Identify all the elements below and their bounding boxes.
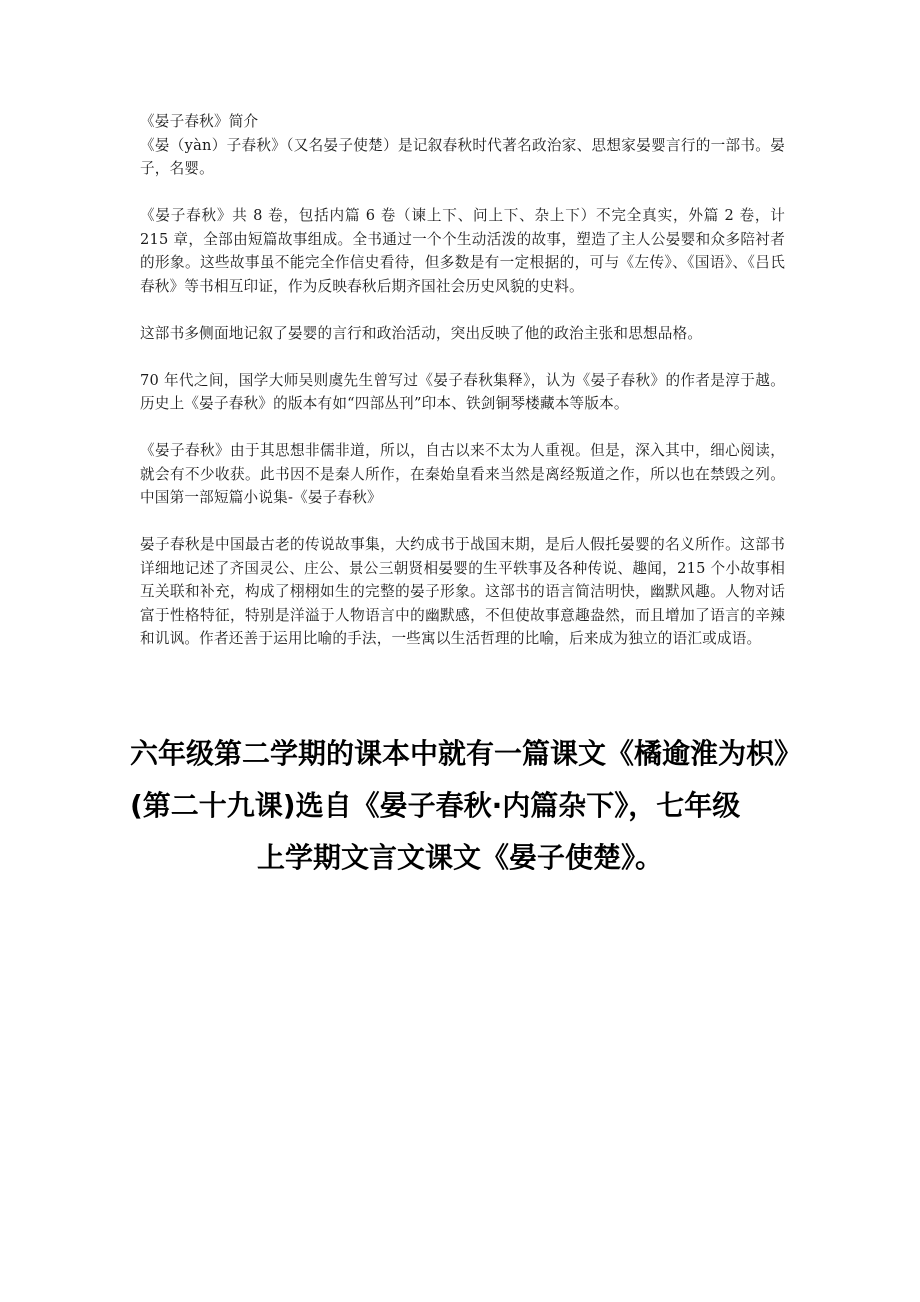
document-body bbox=[140, 110, 785, 651]
textbook-note-line-2: (第二十九课)选自《晏子春秋·内篇杂下》，七年级 bbox=[130, 789, 741, 822]
textbook-note bbox=[130, 728, 803, 884]
records-paragraph: 这部书多侧面地记叙了晏婴的言行和政治活动，突出反映了他的政治主张和思想品格。 bbox=[140, 324, 703, 342]
collection-paragraph: 晏子春秋是中国最古老的传说故事集，大约成书于战国末期，是后人假托晏婴的名义所作。这部书详细地记述了齐国灵公、庄公、景公三朝贤相晏婴的生平轶事及各种传说、趣闻，215 个小故事相互关联和补充，构成了栩栩如生的完整的晏子形象。这部书的语言简洁明快，幽默风趣。人物对话富于性格特征，特别是洋溢于人物语言中的幽默感，不但使故事意趣盎然，而且增加了语言的辛辣和讥讽。作者还善于运用比喻的手法，一些寓以生活哲理的比喻，后来成为独立的语汇或成语。 bbox=[140, 536, 785, 647]
textbook-note-line-3: 上学期文言文课文《晏子使楚》。 bbox=[256, 841, 663, 874]
paragraph-spacer bbox=[140, 345, 785, 369]
paragraph-spacer bbox=[140, 181, 785, 205]
document-title: 《晏子春秋》简介 bbox=[140, 113, 259, 130]
volumes-paragraph: 《晏子春秋》共 8 卷，包括内篇 6 卷（谏上下、问上下、杂上下）不完全真实，外篇 2 卷，计 215 章，全部由短篇故事组成。全书通过一个个生动活泼的故事，塑造了主人公晏婴和众多陪衬者的形象。这些故事虽不能完全作信史看待，但多数是有一定根据的，可与《左传》、《国语》、《吕氏春秋》等书相互印证，作为反映春秋后期齐国社会历史风貌的史料。 bbox=[140, 207, 785, 295]
paragraph-spacer bbox=[140, 510, 785, 534]
textbook-note-line-1: 六年级第二学期的课本中就有一篇课文《橘逾淮为枳》 bbox=[130, 737, 803, 770]
value-paragraph: 《晏子春秋》由于其思想非儒非道，所以，自古以来不太为人重视。但是，深入其中，细心阅读，就会有不少收获。此书因不是秦人所作，在秦始皇看来当然是离经叛道之作，所以也在禁毁之列。 中国第一部短篇小说集-《晏子春秋》 bbox=[140, 442, 785, 506]
paragraph-spacer bbox=[140, 416, 785, 440]
intro-paragraph: 《晏（yàn）子春秋》（又名晏子使楚）是记叙春秋时代著名政治家、思想家晏婴言行的一部书。晏子，名婴。 bbox=[140, 136, 785, 177]
paragraph-spacer bbox=[140, 298, 785, 322]
author-paragraph: 70 年代之间，国学大师吴则虞先生曾写过《晏子春秋集释》，认为《晏子春秋》的作者是淳于越。历史上《晏子春秋》的版本有如“四部丛刊”印本、铁剑铜琴楼藏本等版本。 bbox=[140, 371, 785, 412]
